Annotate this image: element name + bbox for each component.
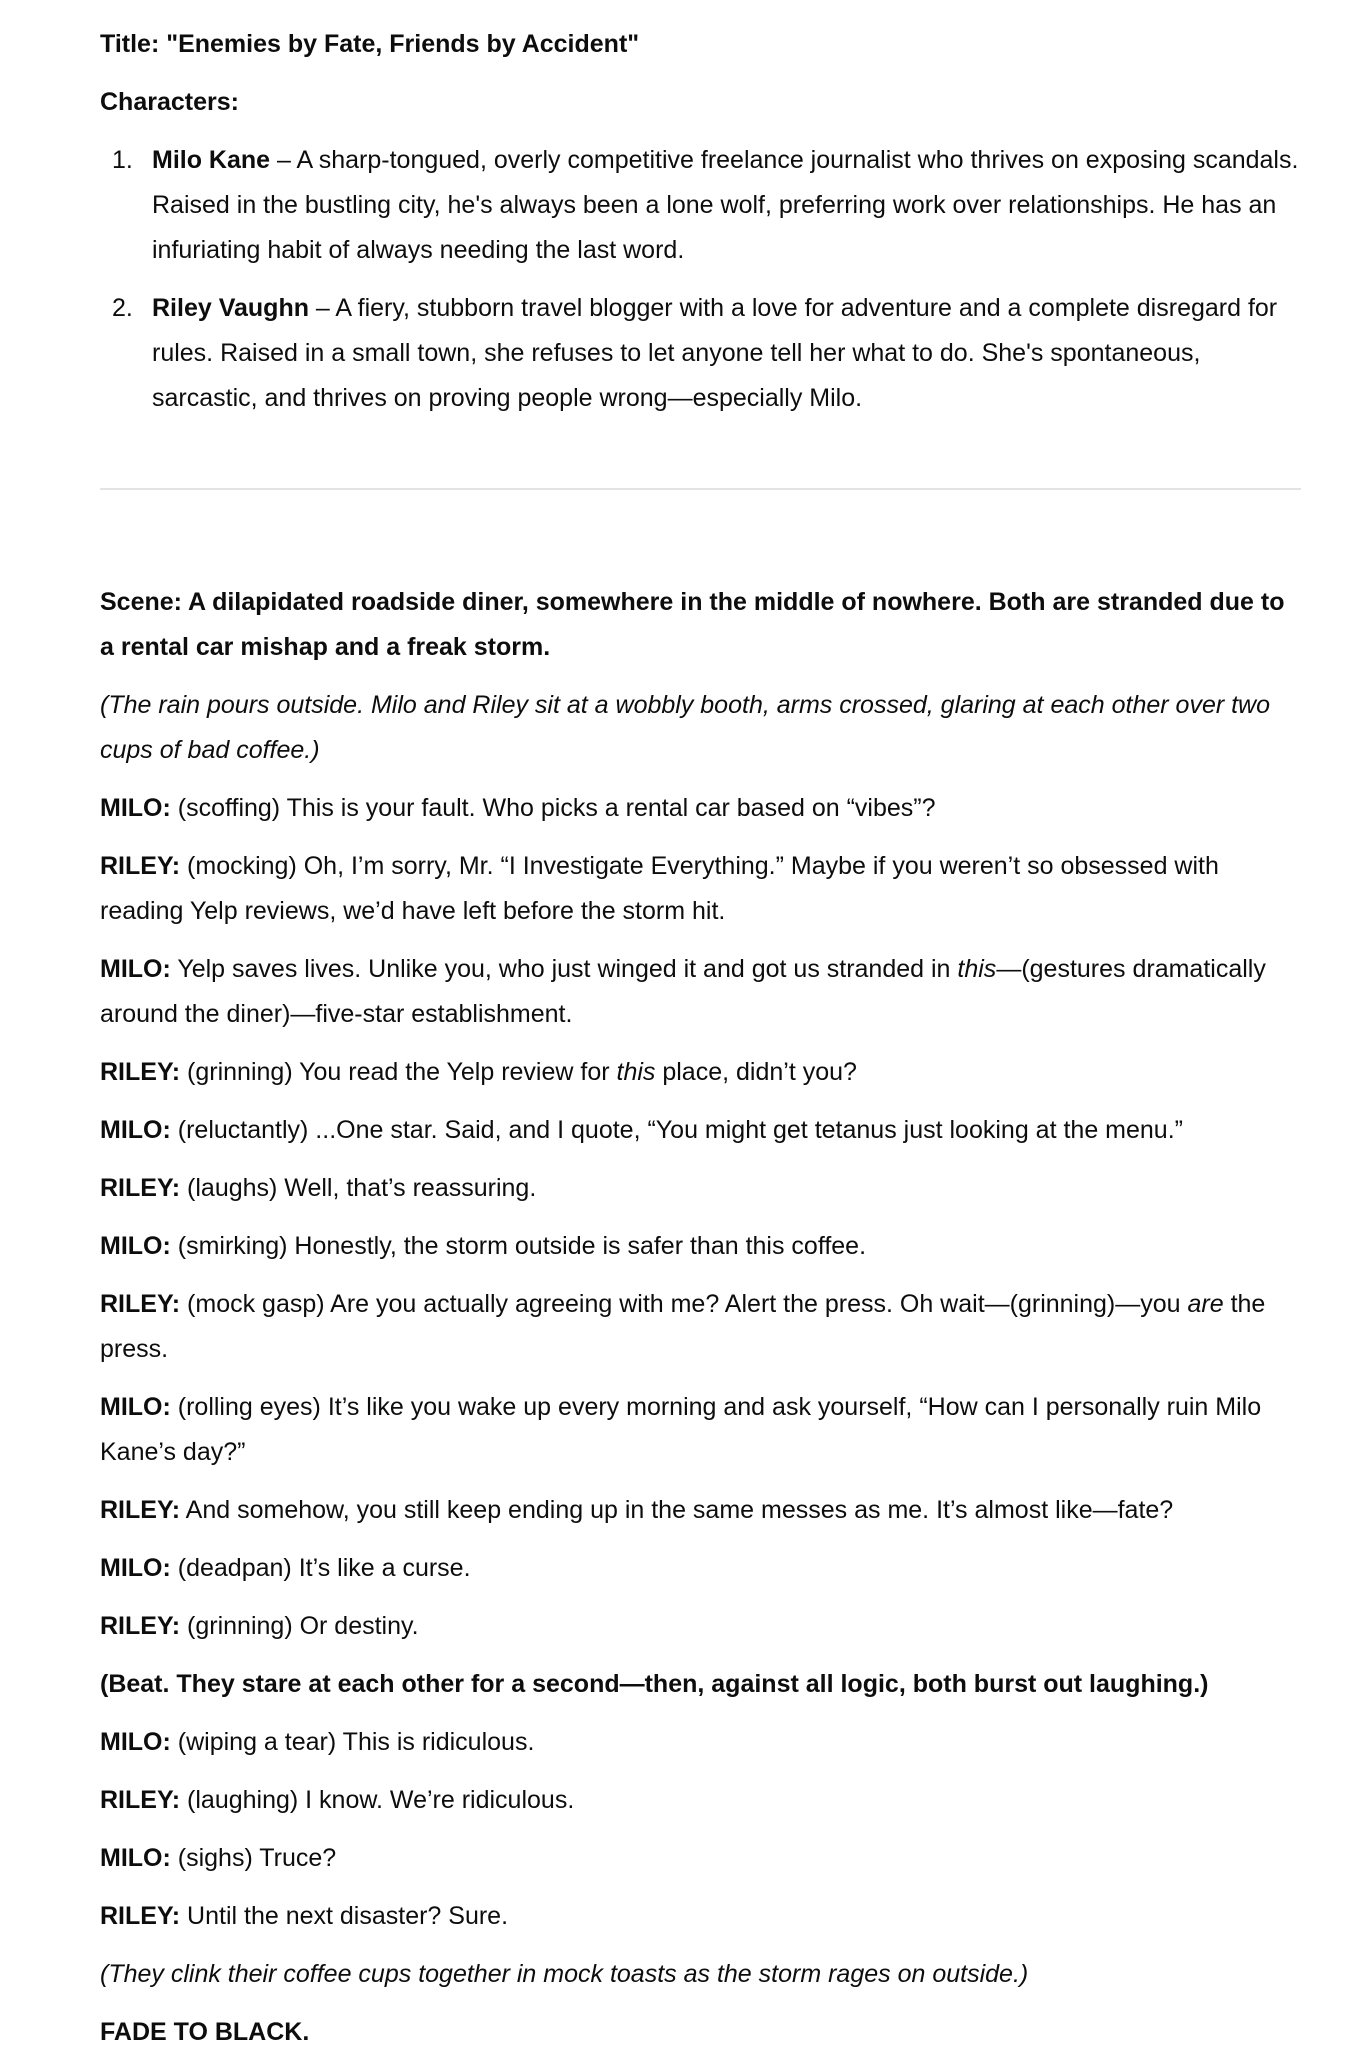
list-number: 2. xyxy=(112,294,133,322)
dialogue-line xyxy=(100,1546,1301,1591)
title-value: "Enemies by Fate, Friends by Accident" xyxy=(166,30,640,58)
dialogue-text: (scoffing) This is your fault. Who picks a rental car based on “vibes”? xyxy=(170,794,936,822)
speaker-label: RILEY: xyxy=(100,1058,181,1086)
stage-direction: (The rain pours outside. Milo and Riley sit at a wobbly booth, arms crossed, glaring at each other over two cups of bad coffee.) xyxy=(100,691,1271,764)
dialogue-text: (grinning) You read the Yelp review for xyxy=(180,1058,617,1086)
dialogue-line xyxy=(100,1604,1301,1649)
dialogue-line xyxy=(100,1050,1301,1095)
speaker-label: MILO: xyxy=(100,1116,171,1144)
dialogue-line xyxy=(100,786,1301,831)
character-list xyxy=(100,138,1301,421)
fade-out-line: FADE TO BLACK. xyxy=(100,2018,310,2046)
dialogue-text: (rolling eyes) It’s like you wake up every morning and ask yourself, “How can I personally ruin Milo Kane’s day?” xyxy=(100,1393,1262,1466)
character-item xyxy=(100,138,1301,273)
dialogue-line xyxy=(100,1385,1301,1475)
dialogue-line xyxy=(100,1282,1301,1372)
dialogue-line xyxy=(100,1894,1301,1939)
dialogue-text: (laughing) I know. We’re ridiculous. xyxy=(180,1786,575,1814)
dialogue-text: (wiping a tear) This is ridiculous. xyxy=(170,1728,535,1756)
dialogue-text: (sighs) Truce? xyxy=(170,1844,337,1872)
dialogue-text: (laughs) Well, that’s reassuring. xyxy=(180,1174,537,1202)
speaker-label: MILO: xyxy=(100,955,171,983)
beat-direction: (Beat. They stare at each other for a second—then, against all logic, both burst out laughing.) xyxy=(100,1670,1209,1698)
dialogue-line xyxy=(100,947,1301,1037)
emphasis-text: are xyxy=(1187,1290,1224,1318)
dialogue-text: And somehow, you still keep ending up in the same messes as me. It’s almost like—fate? xyxy=(180,1496,1174,1524)
stage-direction: (They clink their coffee cups together in mock toasts as the storm rages on outside.) xyxy=(100,1960,1029,1988)
character-name: Riley Vaughn xyxy=(152,294,309,322)
dialogue-text: (mocking) Oh, I’m sorry, Mr. “I Investigate Everything.” Maybe if you weren’t so obsessed with reading Yelp reviews, we’d have left before the storm hit. xyxy=(100,852,1219,925)
speaker-label: RILEY: xyxy=(100,1290,181,1318)
speaker-label: MILO: xyxy=(100,1728,171,1756)
dialogue-text: (grinning) Or destiny. xyxy=(180,1612,419,1640)
emphasis-text: this xyxy=(616,1058,656,1086)
speaker-label: RILEY: xyxy=(100,1496,181,1524)
dialogue-text: (reluctantly) ...One star. Said, and I quote, “You might get tetanus just looking at the menu.” xyxy=(170,1116,1183,1144)
speaker-label: RILEY: xyxy=(100,1902,181,1930)
scene-heading: Scene: A dilapidated roadside diner, somewhere in the middle of nowhere. Both are stranded due to a rental car mishap and a freak storm. xyxy=(100,588,1285,661)
dialogue-line xyxy=(100,1836,1301,1881)
dialogue-line xyxy=(100,844,1301,934)
speaker-label: MILO: xyxy=(100,794,171,822)
characters-heading: Characters: xyxy=(100,88,239,116)
dialogue-text: (deadpan) It’s like a curse. xyxy=(170,1554,471,1582)
speaker-label: MILO: xyxy=(100,1554,171,1582)
speaker-label: MILO: xyxy=(100,1393,171,1421)
dialogue-line xyxy=(100,1166,1301,1211)
speaker-label: MILO: xyxy=(100,1232,171,1260)
dialogue-text: place, didn’t you? xyxy=(655,1058,857,1086)
speaker-label: RILEY: xyxy=(100,1174,181,1202)
dialogue-text: (mock gasp) Are you actually agreeing with me? Alert the press. Oh wait—(grinning)—you xyxy=(180,1290,1188,1318)
speaker-label: RILEY: xyxy=(100,852,181,880)
dialogue-text: —(gestures dramatically around the diner)—five-star establishment. xyxy=(100,955,1266,1028)
dialogue-text: Until the next disaster? Sure. xyxy=(180,1902,509,1930)
character-description: – A sharp-tongued, overly competitive freelance journalist who thrives on exposing scandals. Raised in the bustling city, he's always been a lone wolf, preferring work over relationships. He has an infuriating habit of always needing the last word. xyxy=(152,146,1299,264)
dialogue-line xyxy=(100,1720,1301,1765)
emphasis-text: this xyxy=(957,955,997,983)
speaker-label: MILO: xyxy=(100,1844,171,1872)
character-description: – A fiery, stubborn travel blogger with a love for adventure and a complete disregard for rules. Raised in a small town, she refuses to let anyone tell her what to do. She's spontaneous, sarcastic, and thrives on proving people wrong—especially Milo. xyxy=(152,294,1278,412)
speaker-label: RILEY: xyxy=(100,1612,181,1640)
list-number: 1. xyxy=(112,146,133,174)
speaker-label: RILEY: xyxy=(100,1786,181,1814)
title-line xyxy=(100,22,1301,67)
character-name: Milo Kane xyxy=(152,146,271,174)
dialogue-line xyxy=(100,1224,1301,1269)
dialogue-line xyxy=(100,1778,1301,1823)
dialogue-line xyxy=(100,1108,1301,1153)
character-item xyxy=(100,286,1301,421)
dialogue-text: Yelp saves lives. Unlike you, who just winged it and got us stranded in xyxy=(170,955,958,983)
dialogue-line xyxy=(100,1488,1301,1533)
dialogue-text: (smirking) Honestly, the storm outside is safer than this coffee. xyxy=(170,1232,867,1260)
horizontal-divider xyxy=(100,488,1301,490)
title-label: Title: xyxy=(100,30,160,58)
dialogue-text: the press. xyxy=(100,1290,1266,1363)
